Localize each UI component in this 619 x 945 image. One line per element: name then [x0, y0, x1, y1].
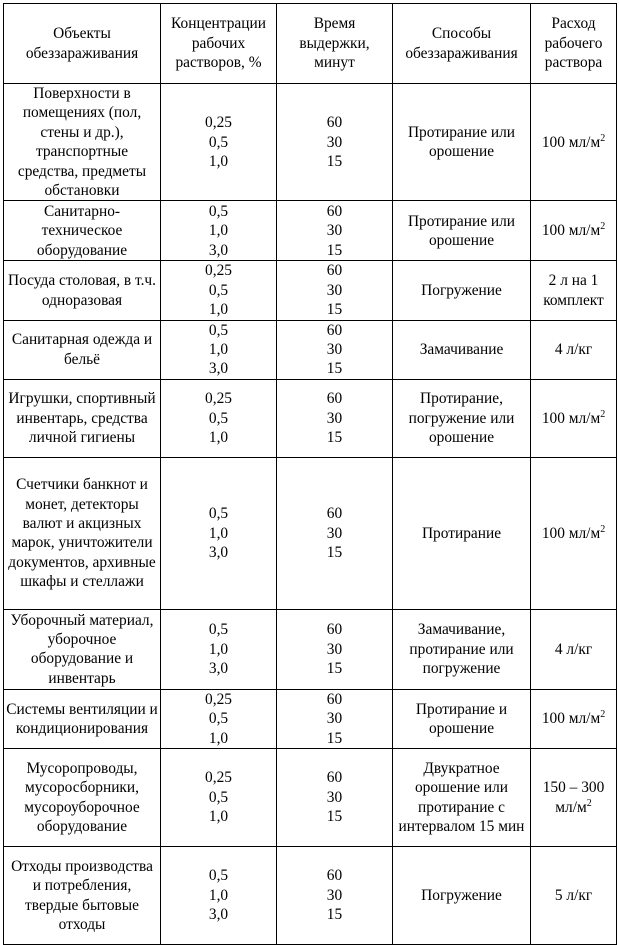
method-cell: Замачивание, протирание или погружение — [393, 609, 531, 689]
table-row — [4, 379, 617, 457]
exposure-cell: 60 30 15 — [277, 689, 393, 748]
consumption-value: 100 мл/м — [541, 524, 601, 542]
concentration-cell: 0,5 1,0 3,0 — [161, 847, 277, 945]
unit-superscript: 2 — [586, 797, 592, 809]
consumption-value: 100 мл/м — [541, 222, 601, 240]
consumption-cell — [531, 689, 617, 748]
concentration-cell: 0,25 0,5 1,0 — [161, 261, 277, 320]
table-row — [4, 261, 617, 320]
header-methods: Способы обеззараживания — [393, 4, 531, 84]
method-cell: Протирание, погружение или орошение — [393, 379, 531, 457]
exposure-cell: 60 30 15 — [277, 320, 393, 379]
consumption-cell — [531, 320, 617, 379]
method-cell: Двукратное орошение или протирание с интервалом 15 мин — [393, 749, 531, 847]
object-cell: Уборочный материал, уборочное оборудование и инвентарь — [4, 609, 161, 689]
exposure-cell: 60 30 15 — [277, 457, 393, 609]
header-consumption: Расход рабочего раствора — [531, 4, 617, 84]
consumption-value: 4 л/кг — [554, 341, 593, 359]
consumption-value: 100 мл/м — [541, 710, 601, 728]
unit-superscript: 2 — [600, 709, 606, 721]
exposure-cell: 60 30 15 — [277, 201, 393, 261]
method-cell: Замачивание — [393, 320, 531, 379]
object-cell: Санитарно-техническое оборудование — [4, 201, 161, 261]
object-cell: Поверхности в помещениях (пол, стены и др.), транспортные средства, предметы обстановки — [4, 84, 161, 201]
consumption-cell — [531, 749, 617, 847]
table-row — [4, 320, 617, 379]
concentration-cell: 0,25 0,5 1,0 — [161, 689, 277, 748]
consumption-cell — [531, 847, 617, 945]
concentration-cell: 0,5 1,0 3,0 — [161, 201, 277, 261]
table-row — [4, 457, 617, 609]
header-row — [4, 4, 617, 84]
method-cell: Протирание или орошение — [393, 84, 531, 201]
unit-superscript: 2 — [600, 221, 606, 233]
object-cell: Счетчики банкнот и монет, детекторы валют и акцизных марок, уничтожители документов, архивные шкафы и стеллажи — [4, 457, 161, 609]
table-row — [4, 609, 617, 689]
consumption-value: 100 мл/м — [541, 133, 601, 151]
unit-superscript: 2 — [600, 523, 606, 535]
consumption-value: 2 л на 1 комплект — [543, 272, 604, 309]
object-cell: Посуда столовая, в т.ч. одноразовая — [4, 261, 161, 320]
unit-superscript: 2 — [600, 132, 606, 144]
consumption-cell — [531, 379, 617, 457]
table-row — [4, 201, 617, 261]
exposure-cell: 60 30 15 — [277, 749, 393, 847]
object-cell: Отходы производства и потребления, твердые бытовые отходы — [4, 847, 161, 945]
exposure-cell: 60 30 15 — [277, 847, 393, 945]
table-row — [4, 689, 617, 748]
method-cell: Протирание и орошение — [393, 689, 531, 748]
object-cell: Санитарная одежда и бельё — [4, 320, 161, 379]
method-cell: Протирание или орошение — [393, 201, 531, 261]
table-row — [4, 84, 617, 201]
object-cell: Системы вентиляции и кондиционирования — [4, 689, 161, 748]
header-concentration: Концентрации рабочих растворов, % — [161, 4, 277, 84]
consumption-value: 5 л/кг — [554, 886, 593, 904]
table-row — [4, 749, 617, 847]
consumption-cell — [531, 201, 617, 261]
exposure-cell: 60 30 15 — [277, 609, 393, 689]
object-cell: Игрушки, спортивный инвентарь, средства личной гигиены — [4, 379, 161, 457]
concentration-cell: 0,5 1,0 3,0 — [161, 457, 277, 609]
table-row — [4, 847, 617, 945]
unit-superscript: 2 — [600, 408, 606, 420]
exposure-cell: 60 30 15 — [277, 379, 393, 457]
concentration-cell: 0,25 0,5 1,0 — [161, 379, 277, 457]
method-cell: Протирание — [393, 457, 531, 609]
method-cell: Погружение — [393, 261, 531, 320]
consumption-value: 100 мл/м — [541, 409, 601, 427]
concentration-cell: 0,25 0,5 1,0 — [161, 84, 277, 201]
header-exposure: Время выдержки, минут — [277, 4, 393, 84]
exposure-cell: 60 30 15 — [277, 84, 393, 201]
header-object: Объекты обеззараживания — [4, 4, 161, 84]
concentration-cell: 0,5 1,0 3,0 — [161, 609, 277, 689]
consumption-value: 150 – 300 мл/м — [542, 779, 605, 816]
consumption-cell — [531, 609, 617, 689]
concentration-cell: 0,25 0,5 1,0 — [161, 749, 277, 847]
consumption-cell — [531, 457, 617, 609]
consumption-cell — [531, 261, 617, 320]
disinfection-table — [3, 3, 617, 945]
exposure-cell: 60 30 15 — [277, 261, 393, 320]
object-cell: Мусоропроводы, мусоросборники, мусороуборочное оборудование — [4, 749, 161, 847]
consumption-value: 4 л/кг — [554, 640, 593, 658]
method-cell: Погружение — [393, 847, 531, 945]
concentration-cell: 0,5 1,0 3,0 — [161, 320, 277, 379]
consumption-cell — [531, 84, 617, 201]
